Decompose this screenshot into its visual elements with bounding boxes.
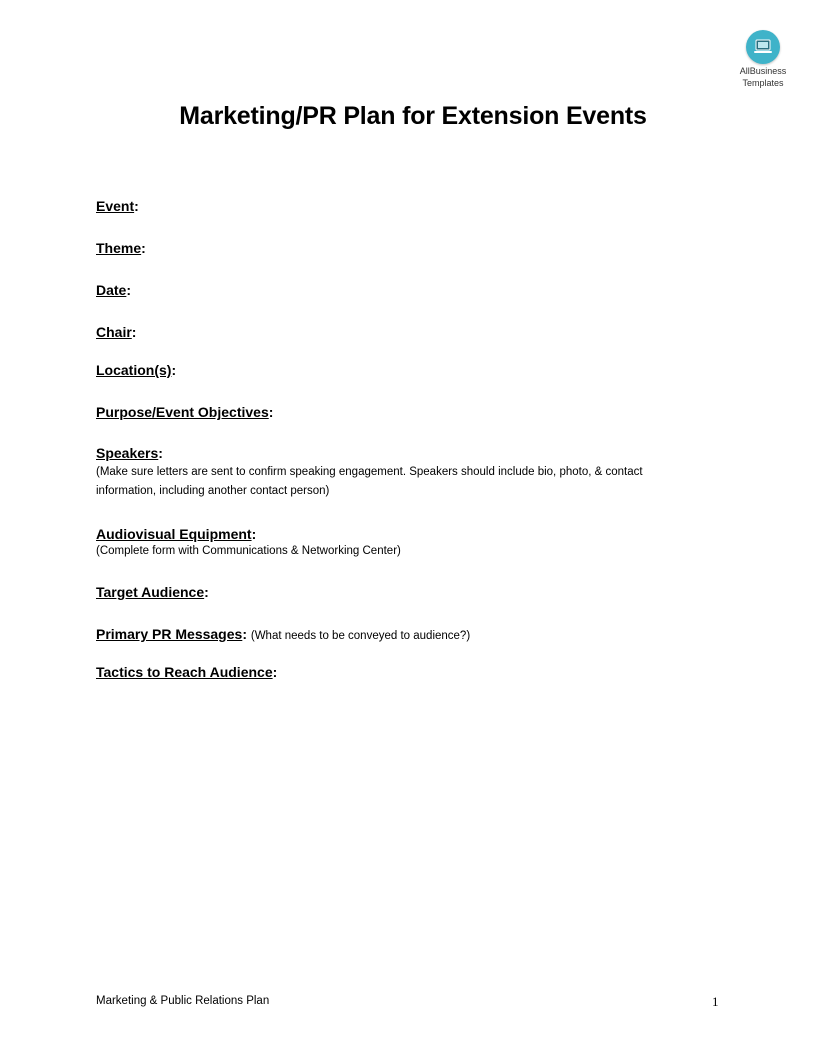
document-title: Marketing/PR Plan for Extension Events	[179, 102, 647, 130]
chair-label: Chair	[96, 324, 132, 340]
speakers-note: (Make sure letters are sent to confirm speaking engagement. Speakers should include bio, photo, & contact information, including another contact person)	[96, 466, 643, 497]
av-note: (Complete form with Communications & Networking Center)	[96, 545, 401, 557]
pr-messages-label: Primary PR Messages	[96, 626, 243, 642]
av-label: Audiovisual Equipment	[96, 526, 252, 542]
theme-label: Theme	[96, 240, 142, 256]
logo-text-line2: Templates	[742, 78, 784, 88]
event-field: Event:	[96, 198, 139, 214]
av-field: Audiovisual Equipment:	[96, 526, 257, 542]
date-field: Date:	[96, 282, 132, 298]
logo-text-line1: AllBusiness	[739, 66, 787, 76]
locations-field: Location(s):	[96, 362, 177, 378]
pr-messages-note: (What needs to be conveyed to audience?)	[250, 630, 471, 642]
chair-field: Chair:	[96, 324, 137, 340]
allbusiness-templates-logo	[733, 30, 793, 88]
laptop-icon	[746, 30, 780, 64]
target-audience-label: Target Audience	[96, 584, 205, 600]
target-audience-field: Target Audience:	[96, 584, 209, 600]
footer-text: Marketing & Public Relations Plan	[96, 995, 270, 1007]
speakers-field: Speakers:	[96, 445, 163, 461]
purpose-field: Purpose/Event Objectives:	[96, 404, 274, 420]
page-number: 1	[712, 994, 719, 1009]
pr-messages-field: Primary PR Messages: (What needs to be conveyed to audience?)	[96, 626, 471, 642]
tactics-field: Tactics to Reach Audience:	[96, 664, 278, 680]
event-label: Event	[96, 198, 135, 214]
purpose-label: Purpose/Event Objectives	[96, 404, 269, 420]
speakers-label: Speakers	[96, 445, 159, 461]
tactics-label: Tactics to Reach Audience	[96, 664, 273, 680]
theme-field: Theme:	[96, 240, 146, 256]
date-label: Date	[96, 282, 127, 298]
locations-label: Location(s)	[96, 362, 172, 378]
